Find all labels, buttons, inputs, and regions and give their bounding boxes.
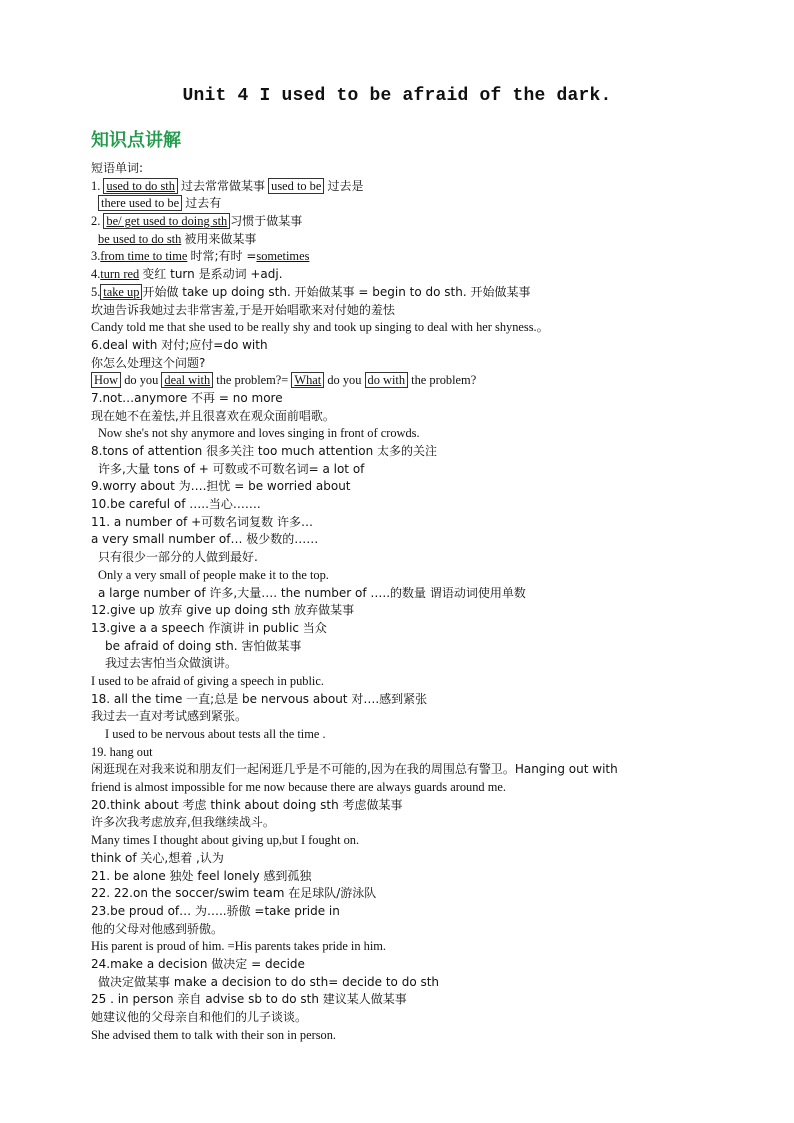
section-heading: 知识点讲解 (91, 130, 181, 151)
chinese-example: 他的父母对他感到骄傲。 (91, 921, 224, 936)
list-item: 18. all the time 一直;总是 be nervous about 对….感到紧张 (91, 691, 428, 706)
list-item (91, 213, 741, 231)
list-item: 20.think about 考虑 think about doing sth 考虑做某事 (91, 797, 403, 812)
item-number: 4. (91, 267, 101, 282)
english-example (91, 372, 741, 390)
boxed-word: What (291, 372, 324, 388)
boxed-phrase: take up (100, 284, 142, 300)
english-example: She advised them to talk with their son in person. (91, 1027, 337, 1042)
meaning: 变红 turn 是系动词 +adj. (142, 267, 283, 282)
phrase-list (91, 160, 741, 1044)
chinese-example: 坎迪告诉我她过去非常害羞,于是开始唱歌来对付她的羞怯 (91, 302, 395, 317)
chinese-example: 闲逛现在对我来说和朋友们一起闲逛几乎是不可能的,因为在我的周围总有警卫。Hanging out with (91, 762, 618, 777)
list-item: 7.not…anymore 不再 = no more (91, 390, 283, 405)
english-example: Now she's not shy anymore and loves singing in front of crowds. (98, 426, 420, 441)
list-item: a very small number of… 极少数的…… (91, 532, 319, 547)
underlined-phrase: turn red (100, 267, 140, 282)
list-item (91, 178, 741, 196)
list-item: 21. be alone 独处 feel lonely 感到孤独 (91, 868, 312, 883)
list-item (91, 284, 741, 302)
list-item: 许多,大量 tons of + 可数或不可数名词= a lot of (98, 461, 365, 476)
english-example: I used to be nervous about tests all the time . (105, 727, 326, 741)
list-item: 6.deal with 对付;应付=do with (91, 337, 268, 352)
meaning: 过去有 (185, 196, 222, 211)
list-item: think of 关心,想着 ,认为 (91, 850, 224, 865)
list-item: 19. hang out (91, 744, 153, 759)
item-number: 2. (91, 214, 101, 229)
boxed-word: How (91, 372, 121, 388)
example-text: the problem? (411, 373, 477, 388)
chinese-example: 我过去一直对考试感到紧张。 (91, 709, 248, 724)
list-item: 做决定做某事 make a decision to do sth= decide to do sth (98, 974, 440, 989)
list-item: 10.be careful of …..当心……. (91, 497, 261, 512)
english-example: I used to be afraid of giving a speech in public. (91, 673, 324, 688)
example-text: the problem?= (216, 373, 289, 388)
chinese-example: 只有很少一部分的人做到最好. (98, 550, 258, 565)
example-text: do you (327, 373, 362, 388)
example-text: do you (124, 373, 159, 388)
meaning: 习惯于做某事 (230, 214, 303, 229)
chinese-example: 我过去害怕当众做演讲。 (105, 656, 238, 671)
meaning: 被用来做某事 (184, 231, 257, 246)
list-item (91, 248, 741, 266)
chinese-example: 现在她不在羞怯,并且很喜欢在观众面前唱歌。 (91, 408, 335, 423)
item-number: 5. (91, 284, 101, 299)
english-example: His parent is proud of him. =His parents takes pride in him. (91, 939, 387, 954)
underlined-phrase: sometimes (256, 249, 310, 264)
item-number: 3. (91, 249, 101, 264)
boxed-phrase: used to be (268, 178, 324, 194)
list-item: be afraid of doing sth. 害怕做某事 (105, 638, 302, 653)
list-item: 9.worry about 为….担忧 = be worried about (91, 479, 351, 494)
item-number: 1. (91, 178, 101, 193)
meaning: 过去是 (327, 178, 364, 193)
list-item (91, 195, 741, 213)
list-item: 23.be proud of… 为…..骄傲 =take pride in (91, 903, 340, 918)
boxed-phrase: used to do sth (103, 178, 178, 194)
list-item: 12.give up 放弃 give up doing sth 放弃做某事 (91, 603, 355, 618)
chinese-example: 你怎么处理这个问题? (91, 355, 206, 370)
list-item: 13.give a a speech 作演讲 in public 当众 (91, 620, 327, 635)
meaning: 过去常常做某事 (181, 178, 266, 193)
list-item: 22. 22.on the soccer/swim team 在足球队/游泳队 (91, 886, 377, 901)
list-item: 25 . in person 亲自 advise sb to do sth 建议某人做某事 (91, 992, 407, 1007)
list-item: 24.make a decision 做决定 = decide (91, 956, 305, 971)
list-item (91, 231, 741, 249)
page-title: Unit 4 I used to be afraid of the dark. (182, 86, 612, 106)
list-item: 11. a number of +可数名词复数 许多… (91, 514, 313, 529)
english-example: friend is almost impossible for me now because there are always guards around me. (91, 780, 506, 795)
english-example: Many times I thought about giving up,but I fought on. (91, 833, 360, 848)
meaning: 时常;有时 = (190, 249, 257, 264)
boxed-phrase: be/ get used to doing sth (103, 213, 230, 229)
boxed-phrase: do with (365, 372, 409, 388)
english-example: Candy told me that she used to be really shy and took up singing to deal with her shyness.。 (91, 320, 550, 335)
chinese-example: 她建议他的父母亲自和他们的儿子谈谈。 (91, 1010, 308, 1024)
english-example: Only a very small of people make it to the top. (98, 567, 329, 582)
chinese-example: 许多次我考虑放弃,但我继续战斗。 (91, 815, 275, 830)
underlined-phrase: from time to time (100, 249, 188, 264)
boxed-phrase: there used to be (98, 195, 182, 211)
underlined-phrase: be used to do sth (98, 231, 182, 246)
meaning: 开始做 take up doing sth. 开始做某事 = begin to do sth. 开始做某事 (142, 284, 531, 299)
list-item: 8.tons of attention 很多关注 too much attention 太多的关注 (91, 444, 437, 458)
boxed-phrase: deal with (161, 372, 213, 388)
intro-label: 短语单词: (91, 161, 144, 175)
list-item: a large number of 许多,大量…. the number of …..的数量 谓语动词使用单数 (98, 585, 526, 600)
list-item (91, 266, 741, 284)
